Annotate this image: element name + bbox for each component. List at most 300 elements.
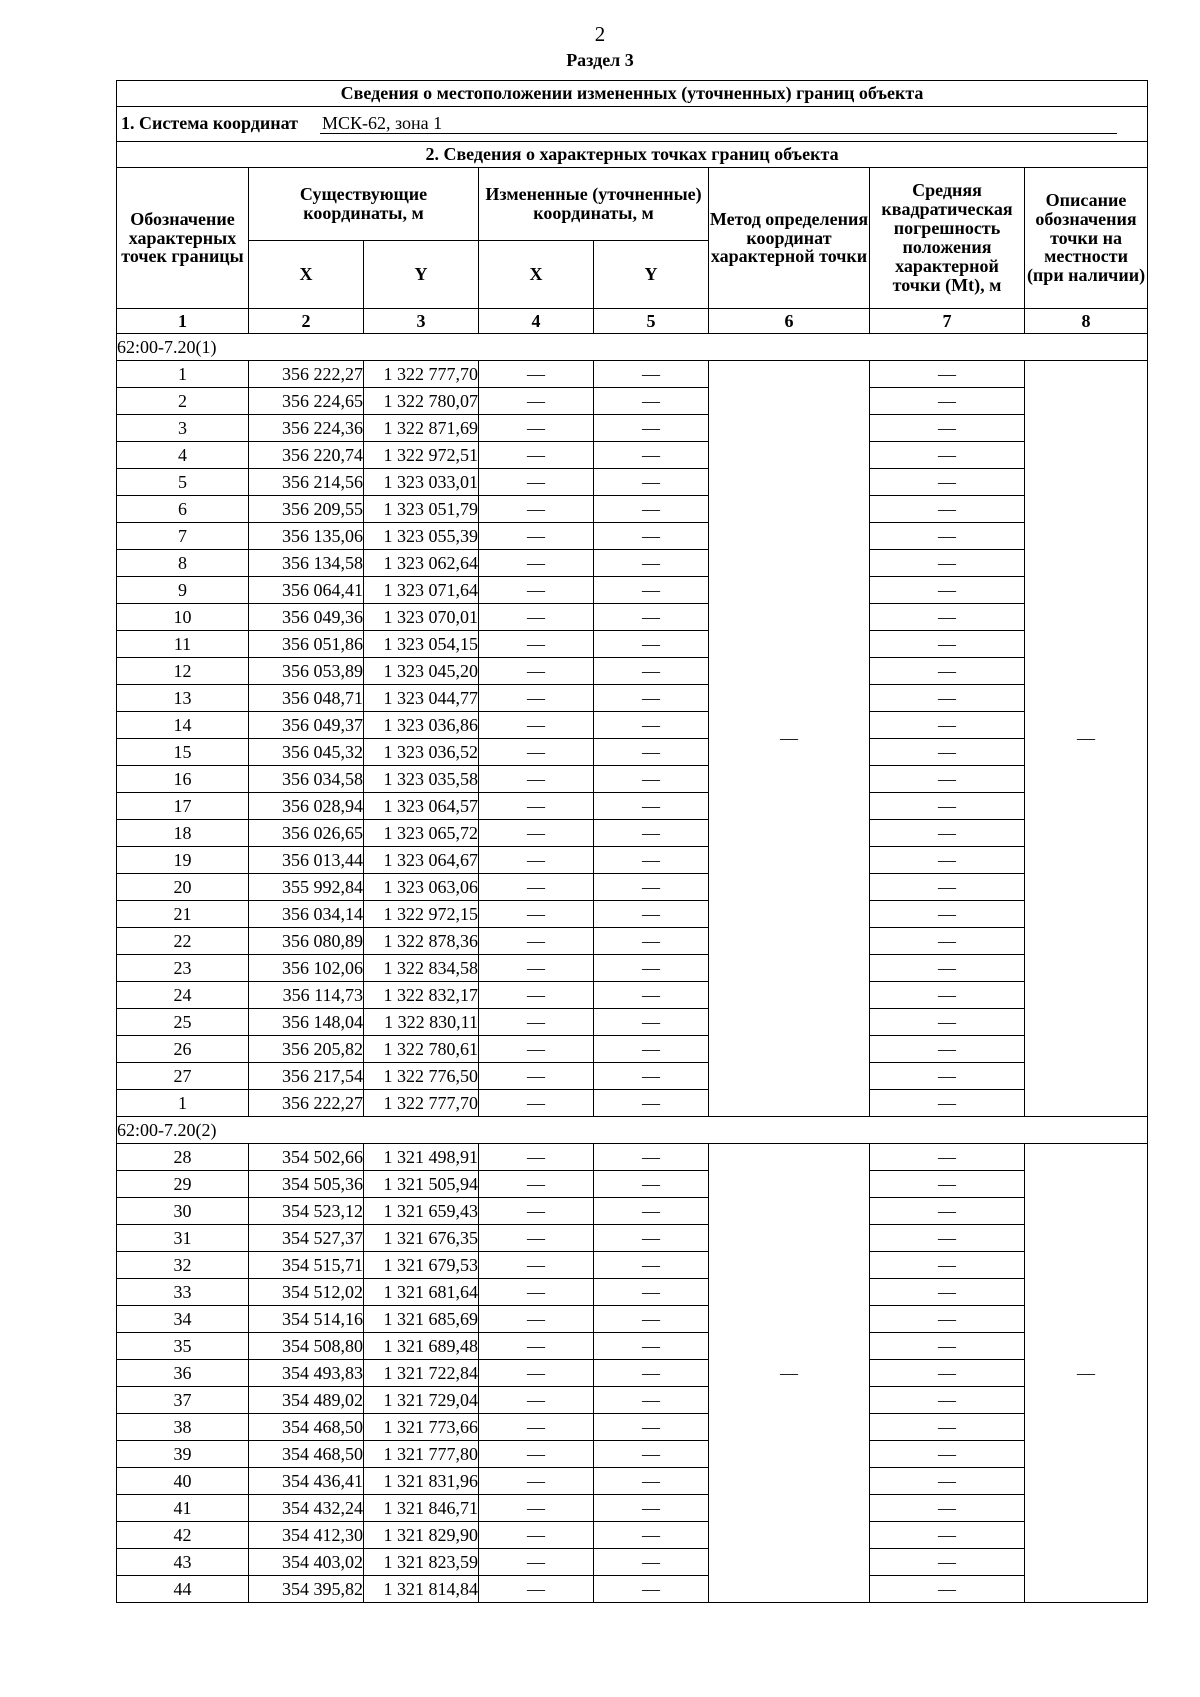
- mean-square-error-cell: —: [870, 1144, 1025, 1171]
- mean-square-error-cell: —: [870, 1441, 1025, 1468]
- parcel-group-row: [117, 334, 1148, 361]
- existing-x-cell: 354 514,16: [249, 1306, 364, 1333]
- coordinate-system-label: 1. Система координат: [121, 113, 298, 134]
- table-row: [117, 1387, 1148, 1414]
- changed-x-cell: —: [479, 1090, 594, 1117]
- point-number-cell: 11: [117, 631, 249, 658]
- existing-y-cell: 1 321 846,71: [364, 1495, 479, 1522]
- column-number: 3: [364, 309, 479, 334]
- existing-y-cell: 1 322 832,17: [364, 982, 479, 1009]
- table-row: [117, 1171, 1148, 1198]
- point-number-cell: 40: [117, 1468, 249, 1495]
- point-number-cell: 44: [117, 1576, 249, 1603]
- mean-square-error-cell: —: [870, 1414, 1025, 1441]
- existing-y-cell: 1 322 780,07: [364, 388, 479, 415]
- table-row: [117, 874, 1148, 901]
- changed-x-cell: —: [479, 1252, 594, 1279]
- parcel-group-row: [117, 1117, 1148, 1144]
- method-cell: —: [709, 1144, 870, 1603]
- existing-x-cell: 356 148,04: [249, 1009, 364, 1036]
- existing-y-cell: 1 321 773,66: [364, 1414, 479, 1441]
- table-row: [117, 1522, 1148, 1549]
- changed-y-cell: —: [594, 820, 709, 847]
- table-row: [117, 1576, 1148, 1603]
- existing-x-cell: 356 048,71: [249, 685, 364, 712]
- mean-square-error-cell: —: [870, 901, 1025, 928]
- table-row: [117, 469, 1148, 496]
- point-number-cell: 20: [117, 874, 249, 901]
- changed-x-cell: —: [479, 1360, 594, 1387]
- changed-y-cell: —: [594, 1576, 709, 1603]
- changed-y-cell: —: [594, 874, 709, 901]
- point-number-cell: 23: [117, 955, 249, 982]
- changed-x-cell: —: [479, 685, 594, 712]
- existing-x-cell: 355 992,84: [249, 874, 364, 901]
- table-row: [117, 523, 1148, 550]
- changed-y-cell: —: [594, 658, 709, 685]
- column-number: 8: [1025, 309, 1148, 334]
- changed-y-cell: —: [594, 901, 709, 928]
- table-row: [117, 1549, 1148, 1576]
- changed-x-cell: —: [479, 793, 594, 820]
- point-number-cell: 25: [117, 1009, 249, 1036]
- changed-y-cell: —: [594, 847, 709, 874]
- mean-square-error-cell: —: [870, 820, 1025, 847]
- table-row: [117, 604, 1148, 631]
- changed-x-cell: —: [479, 469, 594, 496]
- existing-x-cell: 356 026,65: [249, 820, 364, 847]
- mean-square-error-cell: —: [870, 469, 1025, 496]
- existing-y-cell: 1 323 063,06: [364, 874, 479, 901]
- mean-square-error-cell: —: [870, 1468, 1025, 1495]
- existing-x-cell: 356 034,14: [249, 901, 364, 928]
- existing-x-cell: 356 222,27: [249, 1090, 364, 1117]
- mean-square-error-cell: —: [870, 1495, 1025, 1522]
- point-description-cell: —: [1025, 1144, 1148, 1603]
- existing-y-cell: 1 321 498,91: [364, 1144, 479, 1171]
- header-changed-y: Y: [594, 241, 709, 309]
- point-number-cell: 27: [117, 1063, 249, 1090]
- mean-square-error-cell: —: [870, 955, 1025, 982]
- changed-y-cell: —: [594, 1387, 709, 1414]
- point-number-cell: 5: [117, 469, 249, 496]
- existing-x-cell: 354 493,83: [249, 1360, 364, 1387]
- existing-x-cell: 356 214,56: [249, 469, 364, 496]
- point-number-cell: 15: [117, 739, 249, 766]
- existing-y-cell: 1 321 777,80: [364, 1441, 479, 1468]
- mean-square-error-cell: —: [870, 766, 1025, 793]
- point-number-cell: 7: [117, 523, 249, 550]
- mean-square-error-cell: —: [870, 793, 1025, 820]
- changed-x-cell: —: [479, 847, 594, 874]
- existing-x-cell: 354 512,02: [249, 1279, 364, 1306]
- changed-x-cell: —: [479, 1387, 594, 1414]
- table-row: [117, 1441, 1148, 1468]
- existing-x-cell: 354 502,66: [249, 1144, 364, 1171]
- header-existing-coordinates: Существующие координаты, м: [249, 168, 479, 241]
- changed-y-cell: —: [594, 1522, 709, 1549]
- changed-x-cell: —: [479, 739, 594, 766]
- mean-square-error-cell: —: [870, 1333, 1025, 1360]
- changed-x-cell: —: [479, 1468, 594, 1495]
- changed-y-cell: —: [594, 415, 709, 442]
- table-row: [117, 1009, 1148, 1036]
- point-number-cell: 3: [117, 415, 249, 442]
- existing-x-cell: 356 134,58: [249, 550, 364, 577]
- table-row: [117, 928, 1148, 955]
- mean-square-error-cell: —: [870, 523, 1025, 550]
- existing-x-cell: 354 527,37: [249, 1225, 364, 1252]
- existing-y-cell: 1 322 780,61: [364, 1036, 479, 1063]
- point-number-cell: 32: [117, 1252, 249, 1279]
- existing-y-cell: 1 322 777,70: [364, 1090, 479, 1117]
- existing-y-cell: 1 321 814,84: [364, 1576, 479, 1603]
- changed-y-cell: —: [594, 631, 709, 658]
- column-number: 4: [479, 309, 594, 334]
- column-number: 6: [709, 309, 870, 334]
- changed-x-cell: —: [479, 631, 594, 658]
- existing-x-cell: 356 080,89: [249, 928, 364, 955]
- mean-square-error-cell: —: [870, 739, 1025, 766]
- mean-square-error-cell: —: [870, 1171, 1025, 1198]
- mean-square-error-cell: —: [870, 1279, 1025, 1306]
- mean-square-error-cell: —: [870, 847, 1025, 874]
- changed-y-cell: —: [594, 955, 709, 982]
- existing-y-cell: 1 323 036,86: [364, 712, 479, 739]
- changed-x-cell: —: [479, 820, 594, 847]
- existing-x-cell: 356 224,65: [249, 388, 364, 415]
- changed-y-cell: —: [594, 1063, 709, 1090]
- existing-x-cell: 354 508,80: [249, 1333, 364, 1360]
- changed-x-cell: —: [479, 901, 594, 928]
- changed-x-cell: —: [479, 1009, 594, 1036]
- mean-square-error-cell: —: [870, 604, 1025, 631]
- table-row: [117, 550, 1148, 577]
- changed-y-cell: —: [594, 388, 709, 415]
- point-number-cell: 2: [117, 388, 249, 415]
- mean-square-error-cell: —: [870, 550, 1025, 577]
- existing-y-cell: 1 323 070,01: [364, 604, 479, 631]
- mean-square-error-cell: —: [870, 1576, 1025, 1603]
- mean-square-error-cell: —: [870, 415, 1025, 442]
- table-row: [117, 1036, 1148, 1063]
- header-existing-y: Y: [364, 241, 479, 309]
- existing-x-cell: 356 064,41: [249, 577, 364, 604]
- existing-y-cell: 1 321 823,59: [364, 1549, 479, 1576]
- mean-square-error-cell: —: [870, 658, 1025, 685]
- mean-square-error-cell: —: [870, 1306, 1025, 1333]
- existing-x-cell: 356 224,36: [249, 415, 364, 442]
- existing-y-cell: 1 321 679,53: [364, 1252, 479, 1279]
- changed-x-cell: —: [479, 1522, 594, 1549]
- mean-square-error-cell: —: [870, 1225, 1025, 1252]
- point-number-cell: 8: [117, 550, 249, 577]
- changed-x-cell: —: [479, 1144, 594, 1171]
- changed-x-cell: —: [479, 1306, 594, 1333]
- existing-x-cell: 354 505,36: [249, 1171, 364, 1198]
- existing-y-cell: 1 323 071,64: [364, 577, 479, 604]
- existing-x-cell: 356 217,54: [249, 1063, 364, 1090]
- mean-square-error-cell: —: [870, 1387, 1025, 1414]
- mean-square-error-cell: —: [870, 388, 1025, 415]
- existing-x-cell: 356 028,94: [249, 793, 364, 820]
- existing-y-cell: 1 321 505,94: [364, 1171, 479, 1198]
- existing-y-cell: 1 323 064,57: [364, 793, 479, 820]
- mean-square-error-cell: —: [870, 982, 1025, 1009]
- changed-x-cell: —: [479, 766, 594, 793]
- existing-x-cell: 356 034,58: [249, 766, 364, 793]
- point-number-cell: 18: [117, 820, 249, 847]
- point-number-cell: 26: [117, 1036, 249, 1063]
- changed-x-cell: —: [479, 550, 594, 577]
- table-row: [117, 1468, 1148, 1495]
- existing-y-cell: 1 321 685,69: [364, 1306, 479, 1333]
- changed-y-cell: —: [594, 523, 709, 550]
- changed-x-cell: —: [479, 496, 594, 523]
- mean-square-error-cell: —: [870, 1063, 1025, 1090]
- existing-y-cell: 1 321 831,96: [364, 1468, 479, 1495]
- changed-y-cell: —: [594, 361, 709, 388]
- mean-square-error-cell: —: [870, 928, 1025, 955]
- column-number: 5: [594, 309, 709, 334]
- parcel-group-name: 62:00-7.20(2): [117, 1117, 1148, 1144]
- table-row: [117, 766, 1148, 793]
- table-row: [117, 739, 1148, 766]
- point-number-cell: 34: [117, 1306, 249, 1333]
- existing-y-cell: 1 323 036,52: [364, 739, 479, 766]
- existing-x-cell: 354 489,02: [249, 1387, 364, 1414]
- changed-y-cell: —: [594, 550, 709, 577]
- header-existing-x: X: [249, 241, 364, 309]
- header-point-description: Описание обозначения точки на местности (при наличии): [1025, 168, 1148, 309]
- changed-y-cell: —: [594, 1360, 709, 1387]
- existing-y-cell: 1 321 659,43: [364, 1198, 479, 1225]
- existing-x-cell: 354 468,50: [249, 1441, 364, 1468]
- changed-x-cell: —: [479, 658, 594, 685]
- table-row: [117, 1252, 1148, 1279]
- existing-y-cell: 1 323 064,67: [364, 847, 479, 874]
- existing-x-cell: 354 403,02: [249, 1549, 364, 1576]
- point-number-cell: 19: [117, 847, 249, 874]
- table-row: [117, 1063, 1148, 1090]
- changed-x-cell: —: [479, 874, 594, 901]
- existing-y-cell: 1 323 055,39: [364, 523, 479, 550]
- point-number-cell: 9: [117, 577, 249, 604]
- table-row: [117, 361, 1148, 388]
- existing-y-cell: 1 322 878,36: [364, 928, 479, 955]
- existing-y-cell: 1 323 065,72: [364, 820, 479, 847]
- existing-y-cell: 1 322 834,58: [364, 955, 479, 982]
- point-number-cell: 24: [117, 982, 249, 1009]
- changed-x-cell: —: [479, 982, 594, 1009]
- changed-x-cell: —: [479, 415, 594, 442]
- point-number-cell: 28: [117, 1144, 249, 1171]
- existing-y-cell: 1 323 044,77: [364, 685, 479, 712]
- mean-square-error-cell: —: [870, 1522, 1025, 1549]
- existing-y-cell: 1 322 871,69: [364, 415, 479, 442]
- existing-y-cell: 1 323 051,79: [364, 496, 479, 523]
- changed-y-cell: —: [594, 685, 709, 712]
- changed-x-cell: —: [479, 1333, 594, 1360]
- existing-y-cell: 1 321 829,90: [364, 1522, 479, 1549]
- changed-x-cell: —: [479, 361, 594, 388]
- mean-square-error-cell: —: [870, 712, 1025, 739]
- changed-x-cell: —: [479, 1171, 594, 1198]
- point-description-cell: —: [1025, 361, 1148, 1117]
- existing-y-cell: 1 323 045,20: [364, 658, 479, 685]
- header-mean-square-error: Средняя квадратическая погрешность положения характерной точки (Mt), м: [870, 168, 1025, 309]
- changed-y-cell: —: [594, 496, 709, 523]
- points-section-title: 2. Сведения о характерных точках границ объекта: [117, 142, 1148, 168]
- existing-y-cell: 1 322 830,11: [364, 1009, 479, 1036]
- changed-y-cell: —: [594, 982, 709, 1009]
- changed-x-cell: —: [479, 442, 594, 469]
- existing-y-cell: 1 322 972,15: [364, 901, 479, 928]
- changed-x-cell: —: [479, 1576, 594, 1603]
- existing-x-cell: 354 412,30: [249, 1522, 364, 1549]
- point-number-cell: 4: [117, 442, 249, 469]
- point-number-cell: 17: [117, 793, 249, 820]
- changed-x-cell: —: [479, 604, 594, 631]
- changed-y-cell: —: [594, 1090, 709, 1117]
- existing-y-cell: 1 321 689,48: [364, 1333, 479, 1360]
- existing-y-cell: 1 321 676,35: [364, 1225, 479, 1252]
- mean-square-error-cell: —: [870, 1360, 1025, 1387]
- point-number-cell: 42: [117, 1522, 249, 1549]
- existing-y-cell: 1 322 972,51: [364, 442, 479, 469]
- table-title: Сведения о местоположении измененных (уточненных) границ объекта: [117, 81, 1148, 107]
- table-row: [117, 1144, 1148, 1171]
- point-number-cell: 13: [117, 685, 249, 712]
- existing-x-cell: 356 049,36: [249, 604, 364, 631]
- existing-x-cell: 354 515,71: [249, 1252, 364, 1279]
- changed-y-cell: —: [594, 793, 709, 820]
- boundary-coordinates-table: [116, 80, 1148, 1603]
- point-number-cell: 37: [117, 1387, 249, 1414]
- table-row: [117, 685, 1148, 712]
- existing-x-cell: 356 049,37: [249, 712, 364, 739]
- existing-y-cell: 1 323 035,58: [364, 766, 479, 793]
- changed-y-cell: —: [594, 1306, 709, 1333]
- header-method: Метод определения координат характерной точки: [709, 168, 870, 309]
- existing-x-cell: 356 013,44: [249, 847, 364, 874]
- header-point-designation: Обозначение характерных точек границы: [117, 168, 249, 309]
- changed-x-cell: —: [479, 1414, 594, 1441]
- changed-y-cell: —: [594, 1549, 709, 1576]
- existing-x-cell: 356 220,74: [249, 442, 364, 469]
- existing-x-cell: 356 045,32: [249, 739, 364, 766]
- existing-x-cell: 356 209,55: [249, 496, 364, 523]
- point-number-cell: 29: [117, 1171, 249, 1198]
- existing-x-cell: 356 114,73: [249, 982, 364, 1009]
- changed-x-cell: —: [479, 1549, 594, 1576]
- changed-x-cell: —: [479, 577, 594, 604]
- mean-square-error-cell: —: [870, 577, 1025, 604]
- existing-x-cell: 354 436,41: [249, 1468, 364, 1495]
- point-number-cell: 10: [117, 604, 249, 631]
- table-row: [117, 415, 1148, 442]
- point-number-cell: 6: [117, 496, 249, 523]
- coordinate-system-row: [117, 107, 1148, 142]
- changed-y-cell: —: [594, 1441, 709, 1468]
- table-row: [117, 712, 1148, 739]
- table-row: [117, 631, 1148, 658]
- mean-square-error-cell: —: [870, 361, 1025, 388]
- changed-y-cell: —: [594, 928, 709, 955]
- table-row: [117, 820, 1148, 847]
- mean-square-error-cell: —: [870, 1009, 1025, 1036]
- changed-x-cell: —: [479, 928, 594, 955]
- point-number-cell: 33: [117, 1279, 249, 1306]
- changed-x-cell: —: [479, 1441, 594, 1468]
- mean-square-error-cell: —: [870, 631, 1025, 658]
- column-number: 7: [870, 309, 1025, 334]
- mean-square-error-cell: —: [870, 1036, 1025, 1063]
- point-number-cell: 41: [117, 1495, 249, 1522]
- point-number-cell: 21: [117, 901, 249, 928]
- point-number-cell: 31: [117, 1225, 249, 1252]
- table-row: [117, 1495, 1148, 1522]
- existing-y-cell: 1 322 777,70: [364, 361, 479, 388]
- changed-x-cell: —: [479, 1063, 594, 1090]
- changed-y-cell: —: [594, 766, 709, 793]
- mean-square-error-cell: —: [870, 1549, 1025, 1576]
- method-cell: —: [709, 361, 870, 1117]
- changed-y-cell: —: [594, 1333, 709, 1360]
- table-row: [117, 442, 1148, 469]
- existing-x-cell: 356 051,86: [249, 631, 364, 658]
- changed-y-cell: —: [594, 1495, 709, 1522]
- existing-x-cell: 354 432,24: [249, 1495, 364, 1522]
- existing-x-cell: 356 102,06: [249, 955, 364, 982]
- point-number-cell: 30: [117, 1198, 249, 1225]
- mean-square-error-cell: —: [870, 442, 1025, 469]
- point-number-cell: 36: [117, 1360, 249, 1387]
- section-title: Раздел 3: [566, 50, 634, 70]
- changed-y-cell: —: [594, 442, 709, 469]
- column-number: 1: [117, 309, 249, 334]
- existing-x-cell: 356 053,89: [249, 658, 364, 685]
- existing-y-cell: 1 323 062,64: [364, 550, 479, 577]
- changed-y-cell: —: [594, 469, 709, 496]
- changed-y-cell: —: [594, 1414, 709, 1441]
- changed-x-cell: —: [479, 1036, 594, 1063]
- changed-x-cell: —: [479, 712, 594, 739]
- point-number-cell: 22: [117, 928, 249, 955]
- table-row: [117, 1306, 1148, 1333]
- changed-y-cell: —: [594, 1225, 709, 1252]
- changed-x-cell: —: [479, 1225, 594, 1252]
- existing-y-cell: 1 322 776,50: [364, 1063, 479, 1090]
- changed-y-cell: —: [594, 604, 709, 631]
- table-row: [117, 1333, 1148, 1360]
- existing-y-cell: 1 323 033,01: [364, 469, 479, 496]
- table-row: [117, 901, 1148, 928]
- changed-x-cell: —: [479, 1279, 594, 1306]
- changed-y-cell: —: [594, 1279, 709, 1306]
- changed-x-cell: —: [479, 523, 594, 550]
- existing-x-cell: 356 205,82: [249, 1036, 364, 1063]
- page-number: 2: [594, 22, 606, 46]
- changed-y-cell: —: [594, 739, 709, 766]
- table-row: [117, 577, 1148, 604]
- existing-x-cell: 354 523,12: [249, 1198, 364, 1225]
- table-row: [117, 1414, 1148, 1441]
- table-row: [117, 847, 1148, 874]
- mean-square-error-cell: —: [870, 874, 1025, 901]
- changed-y-cell: —: [594, 1144, 709, 1171]
- existing-x-cell: 354 468,50: [249, 1414, 364, 1441]
